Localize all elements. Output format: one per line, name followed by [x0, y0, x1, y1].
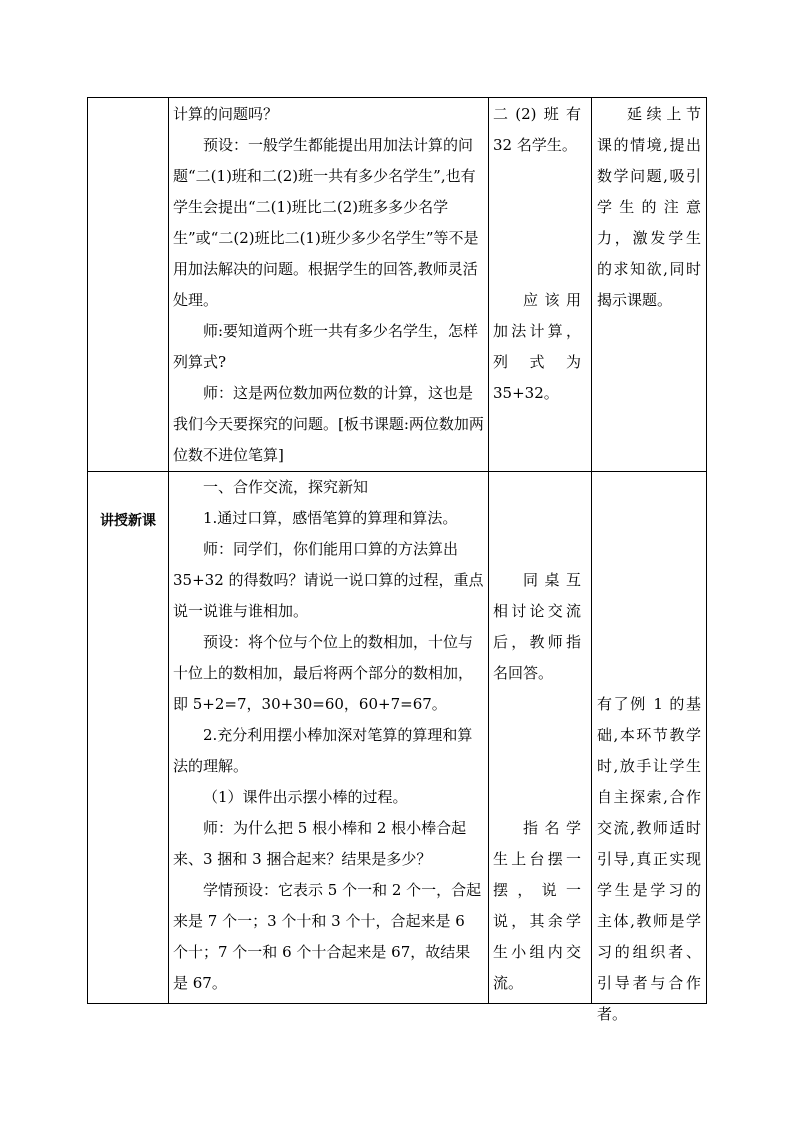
process-paragraph: 一、合作交流，探究新知	[203, 478, 369, 496]
row1-intent-cell	[597, 99, 701, 316]
process-paragraph: 学情预设：它表示 5 个一和 2 个一，合起来是 7 个一；3 个十和 3 个十，合起来是 6 个十；7 个一和 6 个十合起来是 67，故结果是 67。	[173, 881, 482, 992]
column-divider	[488, 98, 489, 1003]
process-paragraph: 师：这是两位数加两位数的计算，这也是我们今天要探究的问题。[板书课题:两位数加两位数不进位笔算]	[173, 384, 484, 464]
design-intent-text: 有了例 1 的基础,本环节教学时,放手让学生自主探索,合作交流,教师适时引导,真正实现学生是学习的主体,教师是学习的组织者、引导者与合作者。	[597, 695, 701, 1023]
activity-text: 应该用加法计算，列式为35+32。	[493, 291, 581, 402]
row2-process-cell	[173, 472, 484, 999]
process-paragraph: 预设：一般学生都能提出用加法计算的问题“二(1)班和二(2)班一共有多少名学生”,也有学生会提出“二(1)班比二(2)班多多少名学生”或“二(2)班比二(1)班少多少名学生”等不是用加法解决的问题。根据学生的回答,教师灵活处理。	[173, 136, 479, 309]
process-paragraph: 计算的问题吗？	[173, 105, 279, 123]
row2-intent-cell	[597, 689, 701, 1030]
process-paragraph: 预设：将个位与个位上的数相加，十位与十位上的数相加，最后将两个部分的数相加，即 5+2=7，30+30=60，60+7=67。	[173, 633, 474, 713]
activity-text: 同桌互相讨论交流后，教师指名回答。	[493, 571, 581, 682]
process-paragraph: 1.通过口算，感悟笔算的算理和算法。	[203, 509, 458, 527]
lesson-plan-table	[87, 97, 707, 1023]
design-intent-text: 延续上节课的情境,提出数学问题,吸引学生的注意力，激发学生的求知欲,同时揭示课题。	[597, 105, 701, 309]
section-label: 讲授新课	[100, 513, 156, 529]
process-paragraph: 2.充分利用摆小棒加深对笔算的算理和算法的理解。	[173, 726, 473, 775]
row2-activity-cell	[493, 472, 581, 999]
process-paragraph: 师：同学们，你们能用口算的方法算出35+32 的得数吗？请说一说口算的过程，重点说一说谁与谁相加。	[173, 540, 484, 620]
row1-activity-cell	[493, 99, 581, 409]
process-paragraph: 师：为什么把 5 根小棒和 2 根小棒合起来、3 捆和 3 捆合起来？结果是多少？	[173, 819, 467, 868]
column-divider	[168, 98, 169, 1003]
process-paragraph: 师:要知道两个班一共有多少名学生，怎样列算式?	[173, 322, 479, 371]
activity-text: 指名学生上台摆一摆，说一说，其余学生小组内交流。	[493, 819, 581, 992]
row1-process-cell	[173, 99, 484, 471]
column-divider	[591, 98, 592, 1003]
process-paragraph: （1）课件出示摆小棒的过程。	[203, 788, 408, 806]
activity-text: 二(2)班有 32 名学生。	[493, 105, 581, 154]
